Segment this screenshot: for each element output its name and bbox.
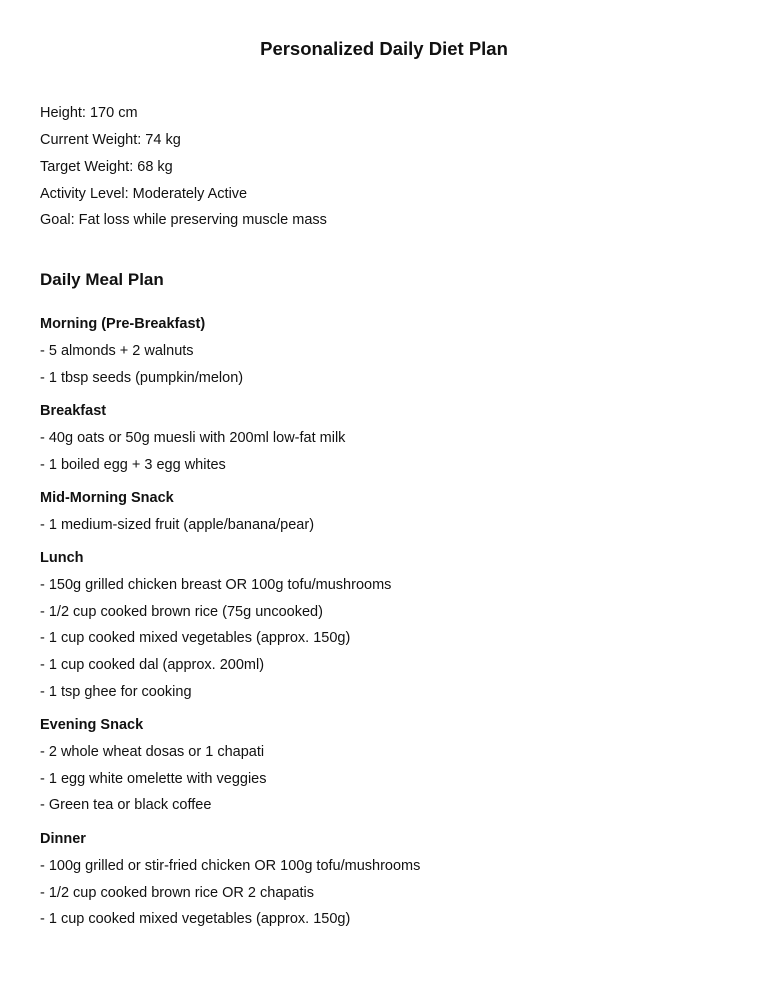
profile-target-weight: Target Weight: 68 kg	[40, 159, 173, 175]
profile-activity-level: Activity Level: Moderately Active	[40, 186, 248, 202]
meal-heading-lunch: Lunch	[40, 550, 84, 566]
meal-heading-dinner: Dinner	[40, 831, 86, 847]
list-item: - 40g oats or 50g muesli with 200ml low-fat milk	[40, 430, 346, 446]
list-item: - 1 egg white omelette with veggies	[40, 770, 267, 787]
list-item: - 100g grilled or stir-fried chicken OR 100g tofu/mushrooms	[40, 858, 421, 874]
list-item: - Green tea or black coffee	[40, 797, 212, 814]
list-item: - 1 cup cooked mixed vegetables (approx. 150g)	[40, 911, 351, 928]
list-item: - 1 cup cooked dal (approx. 200ml)	[40, 657, 265, 674]
list-item: - 150g grilled chicken breast OR 100g tofu/mushrooms	[40, 577, 392, 593]
list-item: - 2 whole wheat dosas or 1 chapati	[40, 744, 265, 760]
list-item: - 1/2 cup cooked brown rice OR 2 chapatis	[40, 884, 315, 901]
meal-items-lunch	[40, 577, 391, 710]
list-item: - 1 boiled egg + 3 egg whites	[40, 456, 226, 473]
list-item: - 1 medium-sized fruit (apple/banana/pear)	[40, 517, 315, 533]
page-title: Personalized Daily Diet Plan	[260, 38, 508, 59]
meal-items-pre-breakfast	[40, 343, 243, 396]
profile-height: Height: 170 cm	[40, 105, 138, 121]
profile-current-weight: Current Weight: 74 kg	[40, 132, 181, 148]
profile-goal: Goal: Fat loss while preserving muscle mass	[40, 212, 327, 228]
meal-heading-mid-morning-snack: Mid-Morning Snack	[40, 490, 174, 506]
meal-heading-breakfast: Breakfast	[40, 403, 107, 419]
meal-items-breakfast	[40, 430, 345, 483]
meal-heading-evening-snack: Evening Snack	[40, 717, 144, 733]
list-item: - 1 tsp ghee for cooking	[40, 683, 192, 700]
list-item: - 1 cup cooked mixed vegetables (approx. 150g)	[40, 630, 351, 647]
meal-items-mid-morning-snack	[40, 517, 314, 544]
meal-plan-heading: Daily Meal Plan	[40, 270, 164, 289]
meal-items-dinner	[40, 858, 420, 938]
list-item: - 1/2 cup cooked brown rice (75g uncooked)	[40, 603, 323, 620]
meal-heading-pre-breakfast: Morning (Pre-Breakfast)	[40, 316, 206, 332]
list-item: - 5 almonds + 2 walnuts	[40, 343, 194, 359]
meal-items-evening-snack	[40, 744, 267, 824]
list-item: - 1 tbsp seeds (pumpkin/melon)	[40, 369, 244, 386]
